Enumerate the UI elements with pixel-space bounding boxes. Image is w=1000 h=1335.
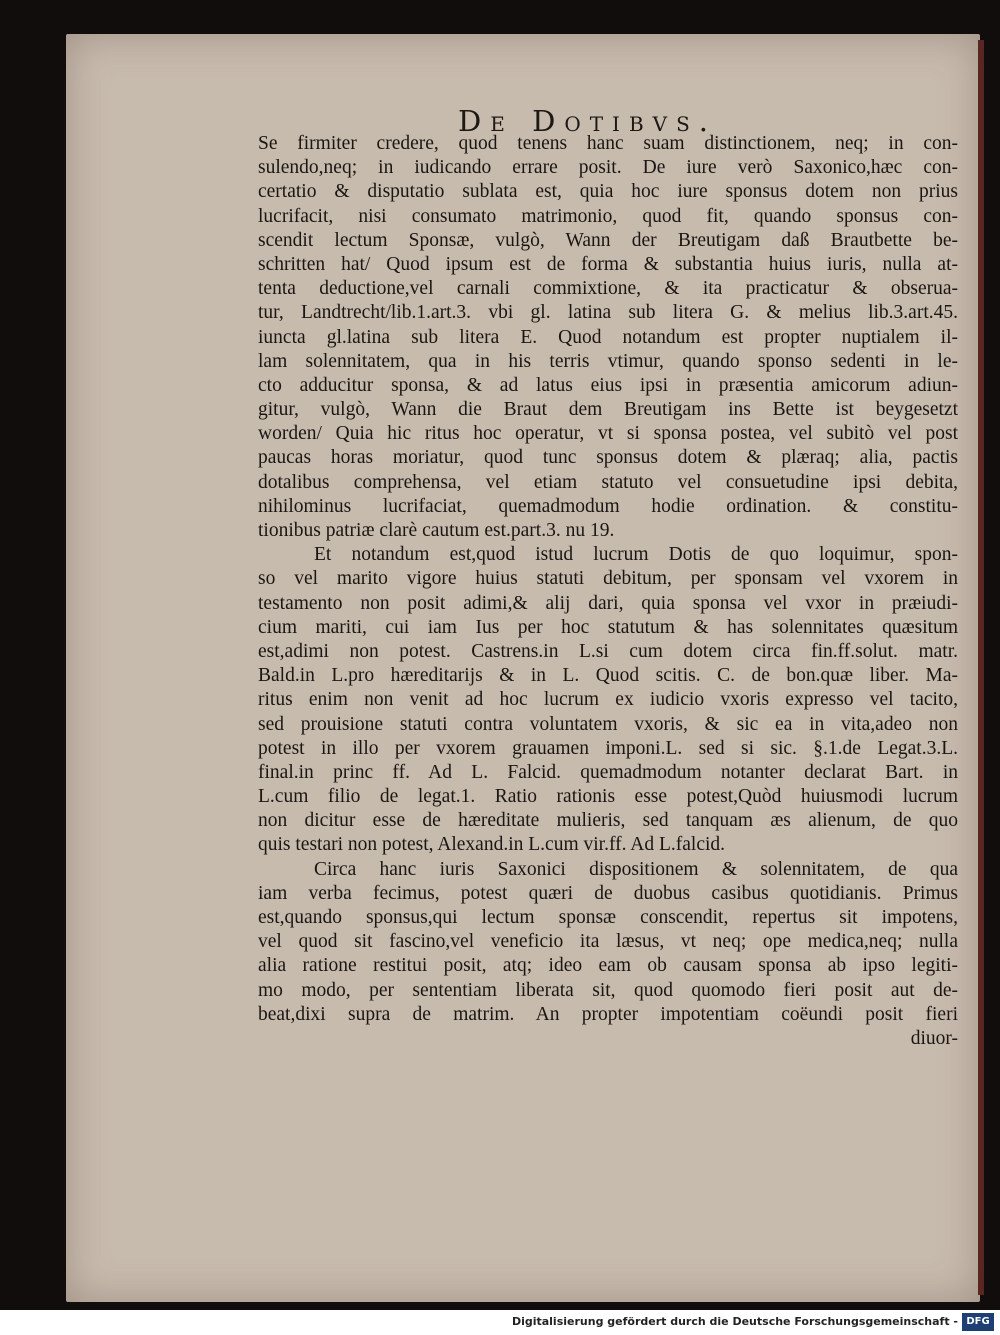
text-line: tionibus patriæ clarè cautum est.part.3. nu 19. [258,520,615,541]
text-line: schritten hat/ Quod ipsum est de forma & substantia huius iuris, nulla at- [258,253,958,275]
text-line: paucas horas moriatur, quod tunc sponsus dotem & plæraq; alia, pactis [258,447,958,469]
text-line: iam verba fecimus, potest quæri de duobus casibus quotidianis. Primus [258,882,958,904]
text-line: beat,dixi supra de matrim. An propter impotentiam coëundi posit fieri [258,1003,958,1025]
text-line: ritus enim non venit ad hoc lucrum ex iudicio vxoris expresso vel tacito, [258,689,958,711]
text-line: non dicitur esse de hæreditate mulieris, sed tanquam æs alienum, de quo [258,810,958,832]
text-line: scendit lectum Sponsæ, vulgò, Wann der Breutigam daß Brautbette be- [258,229,958,251]
paragraph-1 [258,132,958,543]
text-line: cium mariti, cui iam Ius per hoc statutum & has solennitates quæsitum [258,616,958,638]
text-line: testamento non posit adimi,& alij dari, quia sponsa vel vxor in præiudi- [258,592,958,614]
text-line: lucrifacit, nisi consumato matrimonio, quod fit, quando sponsus con- [258,205,958,227]
text-line: lam solennitatem, qua in his terris vtimur, quando sponso sedenti in le- [258,350,958,372]
text-line: iuncta gl.latina sub litera E. Quod notandum est propter nuptialem il- [258,326,958,348]
text-line: Et notandum est,quod istud lucrum Dotis de quo loquimur, spon- [314,544,958,566]
text-line: est,quando sponsus,qui lectum sponsæ conscendit, repertus sit impotens, [258,907,958,928]
text-line: gitur, vulgò, Wann die Braut dem Breutigam ins Bette ist beygesetzt [258,399,958,421]
text-line: so vel marito vigore huius statuti debitum, per sponsam vel vxorem in [258,568,958,590]
funding-credit: Digitalisierung gefördert durch die Deutsche Forschungsgemeinschaft - [511,1315,958,1328]
text-line: Circa hanc iuris Saxonici dispositionem & solennitatem, de qua [314,858,958,880]
text-line: sed prouisione statuti contra voluntatem vxoris, & sic ea in vita,adeo non [258,713,958,735]
paragraph-3 [258,858,958,1027]
text-line: tenta deductione,vel carnali commixtione, & ita practicatur & obserua- [258,278,958,300]
catchword: diuor- [910,1027,958,1049]
text-line: worden/ Quia hic ritus hoc operatur, vt si sponsa postea, vel subitò vel post [258,423,958,445]
text-line: quis testari non potest, Alexand.in L.cum vir.ff. Ad L.falcid. [258,834,726,856]
text-line: Se firmiter credere, quod tenens hanc suam distinctionem, neq; in con- [258,133,958,154]
text-line: certatio & disputatio sublata est, quia hoc iure sponsus dotem non prius [258,181,958,203]
text-line: vel quod sit fascino,vel veneficio ita læsus, vt neq; ope medica,neq; nulla [258,931,958,953]
text-line: cto adducitur sponsa, & ad latus eius ipsi in præsentia amicorum adiun- [258,374,958,396]
text-line: nihilominus lucrifaciat, quemadmodum hodie ordination. & constitu- [258,495,958,517]
text-line: final.in princ ff. Ad L. Falcid. quemadmodum notanter declarat Bart. in [258,761,958,783]
text-line: dotalibus comprehensa, vel etiam statuto vel consuetudine ipsi debita, [258,471,958,493]
text-line: tur, Landtrecht/lib.1.art.3. vbi gl. latina sub litera G. & melius lib.3.art.45. [258,302,958,324]
paragraph-2 [258,543,958,857]
text-line: est,adimi non potest. Castrens.in L.si cum dotem circa fin.ff.solut. matr. [258,640,958,662]
text-line: mo modo, per sententiam liberata sit, quod quomodo fieri posit aut de- [258,979,958,1001]
running-header: De Dotibvs. [458,104,718,138]
text-line: sulendo,neq; in iudicando errare posit. De iure verò Saxonico,hæc con- [258,157,958,179]
text-line: Bald.in L.pro hæreditarijs & in L. Quod scitis. C. de bon.quæ liber. Ma- [258,665,958,687]
dfg-logo: DFG [962,1313,994,1331]
page-edge [978,40,984,1295]
text-line: alia ratione restitui posit, atq; ideo eam ob causam sponsa ab ipso legiti- [258,955,958,977]
text-line: potest in illo per vxorem grauamen imponi.L. sed si sic. §.1.de Legat.3.L. [258,737,958,759]
page-body [258,132,958,1051]
digitization-footer [0,1310,1000,1335]
text-line: L.cum filio de legat.1. Ratio rationis esse potest,Quòd huiusmodi lucrum [258,786,958,808]
